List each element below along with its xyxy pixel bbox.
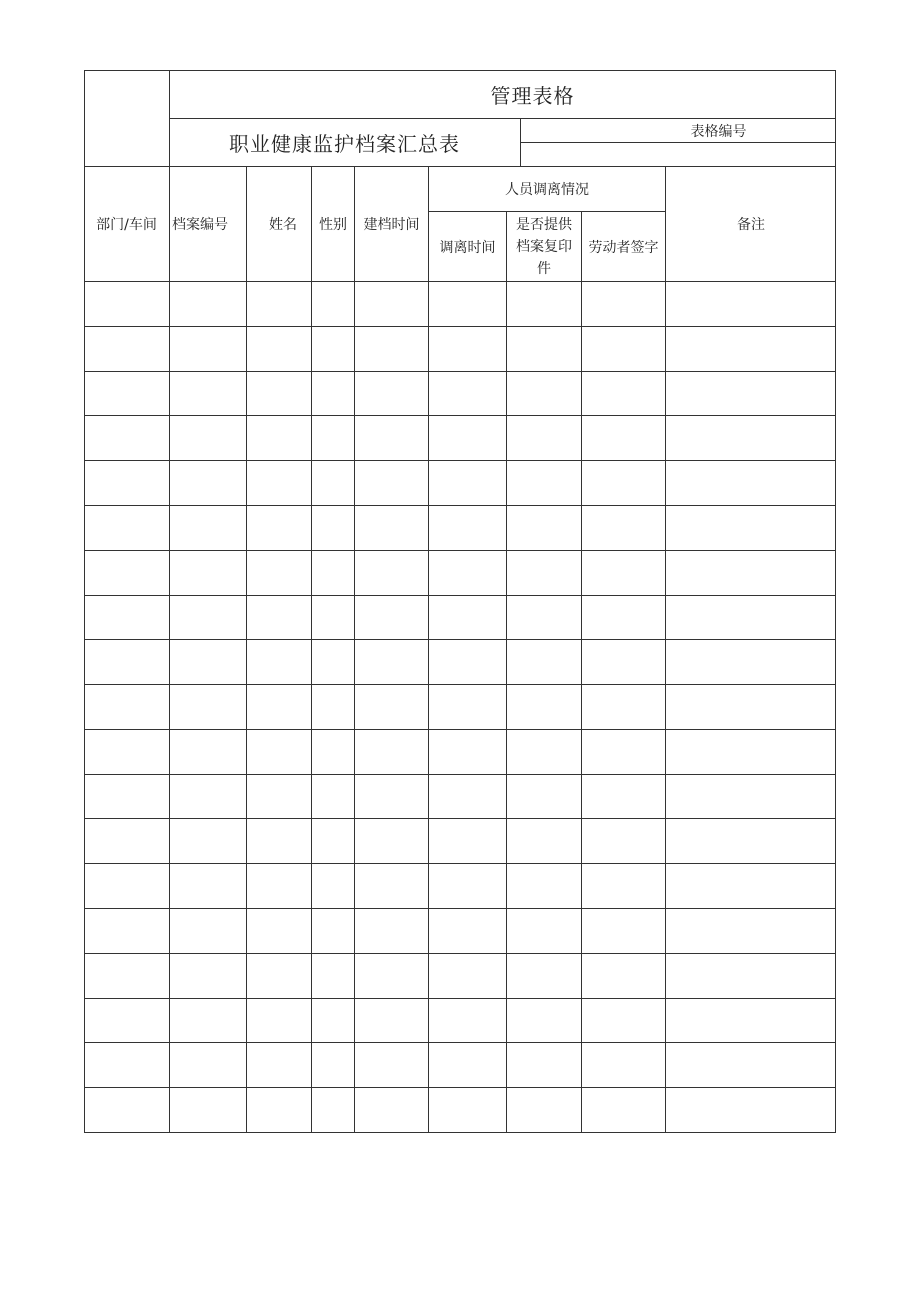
table-cell-name[interactable] bbox=[247, 416, 311, 460]
row-separator bbox=[84, 998, 836, 999]
table-cell-transfer-date[interactable] bbox=[429, 640, 506, 684]
table-cell-remarks[interactable] bbox=[666, 864, 836, 908]
table-cell-department[interactable] bbox=[85, 685, 169, 729]
table-cell-filing-date[interactable] bbox=[355, 730, 428, 774]
table-cell-name[interactable] bbox=[247, 640, 311, 684]
table-cell-department[interactable] bbox=[85, 372, 169, 416]
border-bottom bbox=[84, 1132, 836, 1133]
table-cell-gender[interactable] bbox=[312, 1043, 354, 1087]
table-cell-transfer-date[interactable] bbox=[429, 596, 506, 640]
table-cell-transfer-date[interactable] bbox=[429, 1088, 506, 1132]
table-cell-filing-date[interactable] bbox=[355, 506, 428, 550]
table-cell-gender[interactable] bbox=[312, 909, 354, 953]
table-cell-name[interactable] bbox=[247, 685, 311, 729]
col-header-file-no: 档案编号 bbox=[172, 216, 228, 233]
col-header-gender: 性别 bbox=[319, 216, 347, 233]
table-cell-filing-date[interactable] bbox=[355, 775, 428, 819]
table-cell-name[interactable] bbox=[247, 551, 311, 595]
table-cell-transfer-date[interactable] bbox=[429, 461, 506, 505]
table-cell-filing-date[interactable] bbox=[355, 954, 428, 998]
row-separator bbox=[84, 595, 836, 596]
table-cell-department[interactable] bbox=[85, 819, 169, 863]
table-cell-file-no[interactable] bbox=[170, 999, 246, 1043]
table-cell-remarks[interactable] bbox=[666, 327, 836, 371]
table-cell-transfer-date[interactable] bbox=[429, 954, 506, 998]
table-cell-remarks[interactable] bbox=[666, 1088, 836, 1132]
table-cell-copy-provided[interactable] bbox=[507, 416, 581, 460]
table-cell-filing-date[interactable] bbox=[355, 685, 428, 729]
row-separator bbox=[84, 908, 836, 909]
table-cell-worker-signature[interactable] bbox=[582, 864, 665, 908]
table-cell-remarks[interactable] bbox=[666, 999, 836, 1043]
table-cell-name[interactable] bbox=[247, 999, 311, 1043]
table-cell-gender[interactable] bbox=[312, 954, 354, 998]
table-cell-filing-date[interactable] bbox=[355, 372, 428, 416]
table-cell-remarks[interactable] bbox=[666, 909, 836, 953]
row-separator bbox=[84, 460, 836, 461]
table-cell-gender[interactable] bbox=[312, 730, 354, 774]
table-cell-remarks[interactable] bbox=[666, 506, 836, 550]
table-cell-remarks[interactable] bbox=[666, 1043, 836, 1087]
table-cell-file-no[interactable] bbox=[170, 730, 246, 774]
table-cell-department[interactable] bbox=[85, 551, 169, 595]
table-cell-department[interactable] bbox=[85, 999, 169, 1043]
row-separator bbox=[84, 415, 836, 416]
table-cell-department[interactable] bbox=[85, 596, 169, 640]
table-cell-copy-provided[interactable] bbox=[507, 1043, 581, 1087]
table-cell-transfer-date[interactable] bbox=[429, 372, 506, 416]
table-cell-department[interactable] bbox=[85, 506, 169, 550]
table-cell-filing-date[interactable] bbox=[355, 282, 428, 326]
table-cell-copy-provided[interactable] bbox=[507, 372, 581, 416]
table-cell-transfer-date[interactable] bbox=[429, 327, 506, 371]
table-cell-file-no[interactable] bbox=[170, 909, 246, 953]
table-cell-worker-signature[interactable] bbox=[582, 1043, 665, 1087]
col-header-remarks: 备注 bbox=[737, 216, 765, 233]
table-cell-transfer-date[interactable] bbox=[429, 999, 506, 1043]
table-cell-filing-date[interactable] bbox=[355, 596, 428, 640]
row-separator bbox=[84, 1042, 836, 1043]
table-cell-file-no[interactable] bbox=[170, 506, 246, 550]
table-cell-remarks[interactable] bbox=[666, 954, 836, 998]
table-cell-worker-signature[interactable] bbox=[582, 282, 665, 326]
health-record-summary-form bbox=[84, 70, 836, 1133]
table-cell-gender[interactable] bbox=[312, 372, 354, 416]
table-cell-file-no[interactable] bbox=[170, 416, 246, 460]
table-cell-file-no[interactable] bbox=[170, 685, 246, 729]
table-cell-name[interactable] bbox=[247, 506, 311, 550]
table-cell-filing-date[interactable] bbox=[355, 327, 428, 371]
table-cell-file-no[interactable] bbox=[170, 461, 246, 505]
col-header-copy-provided: 是否提供档案复印件 bbox=[516, 216, 572, 277]
row-separator bbox=[84, 818, 836, 819]
table-cell-file-no[interactable] bbox=[170, 1088, 246, 1132]
row-separator bbox=[84, 863, 836, 864]
table-cell-transfer-date[interactable] bbox=[429, 775, 506, 819]
table-cell-gender[interactable] bbox=[312, 506, 354, 550]
table-cell-department[interactable] bbox=[85, 327, 169, 371]
row-separator bbox=[84, 1087, 836, 1088]
table-cell-remarks[interactable] bbox=[666, 640, 836, 684]
table-cell-worker-signature[interactable] bbox=[582, 999, 665, 1043]
table-cell-copy-provided[interactable] bbox=[507, 461, 581, 505]
table-cell-worker-signature[interactable] bbox=[582, 506, 665, 550]
table-cell-filing-date[interactable] bbox=[355, 640, 428, 684]
table-cell-remarks[interactable] bbox=[666, 775, 836, 819]
table-cell-name[interactable] bbox=[247, 327, 311, 371]
table-cell-file-no[interactable] bbox=[170, 551, 246, 595]
table-cell-name[interactable] bbox=[247, 461, 311, 505]
table-cell-worker-signature[interactable] bbox=[582, 372, 665, 416]
table-cell-copy-provided[interactable] bbox=[507, 864, 581, 908]
table-cell-name[interactable] bbox=[247, 954, 311, 998]
table-cell-worker-signature[interactable] bbox=[582, 730, 665, 774]
category-title: 管理表格 bbox=[490, 83, 575, 108]
table-cell-file-no[interactable] bbox=[170, 954, 246, 998]
table-cell-file-no[interactable] bbox=[170, 1043, 246, 1087]
table-cell-filing-date[interactable] bbox=[355, 551, 428, 595]
table-cell-department[interactable] bbox=[85, 640, 169, 684]
table-cell-copy-provided[interactable] bbox=[507, 327, 581, 371]
table-cell-filing-date[interactable] bbox=[355, 1043, 428, 1087]
table-cell-gender[interactable] bbox=[312, 640, 354, 684]
table-cell-filing-date[interactable] bbox=[355, 864, 428, 908]
table-cell-name[interactable] bbox=[247, 1088, 311, 1132]
table-cell-worker-signature[interactable] bbox=[582, 819, 665, 863]
table-cell-remarks[interactable] bbox=[666, 819, 836, 863]
row-separator bbox=[84, 505, 836, 506]
col-header-name: 姓名 bbox=[269, 216, 297, 233]
table-cell-file-no[interactable] bbox=[170, 327, 246, 371]
table-cell-gender[interactable] bbox=[312, 596, 354, 640]
row-separator bbox=[84, 326, 836, 327]
table-cell-copy-provided[interactable] bbox=[507, 551, 581, 595]
table-cell-filing-date[interactable] bbox=[355, 999, 428, 1043]
table-cell-filing-date[interactable] bbox=[355, 909, 428, 953]
table-cell-copy-provided[interactable] bbox=[507, 819, 581, 863]
table-cell-file-no[interactable] bbox=[170, 640, 246, 684]
row-separator bbox=[84, 550, 836, 551]
table-cell-worker-signature[interactable] bbox=[582, 775, 665, 819]
table-cell-gender[interactable] bbox=[312, 864, 354, 908]
table-cell-worker-signature[interactable] bbox=[582, 954, 665, 998]
table-cell-copy-provided[interactable] bbox=[507, 596, 581, 640]
table-cell-transfer-date[interactable] bbox=[429, 819, 506, 863]
table-cell-copy-provided[interactable] bbox=[507, 685, 581, 729]
table-cell-copy-provided[interactable] bbox=[507, 506, 581, 550]
table-cell-transfer-date[interactable] bbox=[429, 416, 506, 460]
table-cell-file-no[interactable] bbox=[170, 596, 246, 640]
col-header-transfer-group: 人员调离情况 bbox=[505, 181, 589, 198]
table-cell-copy-provided[interactable] bbox=[507, 730, 581, 774]
table-cell-name[interactable] bbox=[247, 819, 311, 863]
table-cell-file-no[interactable] bbox=[170, 819, 246, 863]
table-cell-worker-signature[interactable] bbox=[582, 685, 665, 729]
table-cell-gender[interactable] bbox=[312, 685, 354, 729]
table-cell-name[interactable] bbox=[247, 775, 311, 819]
row-separator bbox=[84, 729, 836, 730]
table-cell-gender[interactable] bbox=[312, 461, 354, 505]
table-cell-gender[interactable] bbox=[312, 775, 354, 819]
table-cell-transfer-date[interactable] bbox=[429, 730, 506, 774]
table-cell-department[interactable] bbox=[85, 909, 169, 953]
table-cell-transfer-date[interactable] bbox=[429, 864, 506, 908]
form-code-field[interactable] bbox=[521, 143, 836, 166]
table-cell-copy-provided[interactable] bbox=[507, 1088, 581, 1132]
table-cell-copy-provided[interactable] bbox=[507, 909, 581, 953]
table-cell-worker-signature[interactable] bbox=[582, 461, 665, 505]
col-header-department: 部门/车间 bbox=[96, 216, 157, 233]
table-cell-remarks[interactable] bbox=[666, 416, 836, 460]
table-cell-name[interactable] bbox=[247, 596, 311, 640]
table-cell-file-no[interactable] bbox=[170, 864, 246, 908]
table-cell-department[interactable] bbox=[85, 1088, 169, 1132]
table-cell-gender[interactable] bbox=[312, 999, 354, 1043]
col-header-transfer-date: 调离时间 bbox=[439, 239, 496, 256]
table-cell-name[interactable] bbox=[247, 372, 311, 416]
table-cell-copy-provided[interactable] bbox=[507, 775, 581, 819]
table-cell-remarks[interactable] bbox=[666, 551, 836, 595]
table-cell-gender[interactable] bbox=[312, 819, 354, 863]
table-cell-gender[interactable] bbox=[312, 327, 354, 371]
table-cell-name[interactable] bbox=[247, 282, 311, 326]
table-cell-filing-date[interactable] bbox=[355, 819, 428, 863]
col-header-worker-signature: 劳动者签字 bbox=[588, 239, 659, 256]
table-cell-department[interactable] bbox=[85, 730, 169, 774]
table-cell-copy-provided[interactable] bbox=[507, 640, 581, 684]
table-cell-transfer-date[interactable] bbox=[429, 909, 506, 953]
table-cell-transfer-date[interactable] bbox=[429, 506, 506, 550]
table-cell-gender[interactable] bbox=[312, 416, 354, 460]
col-header-filing-date: 建档时间 bbox=[363, 216, 420, 233]
table-cell-file-no[interactable] bbox=[170, 372, 246, 416]
row-separator bbox=[84, 684, 836, 685]
table-cell-transfer-date[interactable] bbox=[429, 685, 506, 729]
table-cell-worker-signature[interactable] bbox=[582, 416, 665, 460]
table-cell-worker-signature[interactable] bbox=[582, 640, 665, 684]
row-separator bbox=[84, 774, 836, 775]
table-cell-copy-provided[interactable] bbox=[507, 282, 581, 326]
document-title: 职业健康监护档案汇总表 bbox=[229, 131, 460, 156]
table-cell-department[interactable] bbox=[85, 282, 169, 326]
table-cell-gender[interactable] bbox=[312, 1088, 354, 1132]
table-cell-worker-signature[interactable] bbox=[582, 909, 665, 953]
table-cell-gender[interactable] bbox=[312, 282, 354, 326]
table-cell-transfer-date[interactable] bbox=[429, 282, 506, 326]
row-separator bbox=[84, 371, 836, 372]
table-cell-copy-provided[interactable] bbox=[507, 999, 581, 1043]
table-cell-worker-signature[interactable] bbox=[582, 596, 665, 640]
table-cell-file-no[interactable] bbox=[170, 282, 246, 326]
table-cell-remarks[interactable] bbox=[666, 461, 836, 505]
table-cell-name[interactable] bbox=[247, 730, 311, 774]
table-cell-department[interactable] bbox=[85, 1043, 169, 1087]
table-cell-department[interactable] bbox=[85, 461, 169, 505]
table-cell-transfer-date[interactable] bbox=[429, 1043, 506, 1087]
table-cell-department[interactable] bbox=[85, 864, 169, 908]
table-cell-gender[interactable] bbox=[312, 551, 354, 595]
table-cell-remarks[interactable] bbox=[666, 730, 836, 774]
table-cell-worker-signature[interactable] bbox=[582, 551, 665, 595]
table-cell-worker-signature[interactable] bbox=[582, 327, 665, 371]
table-cell-department[interactable] bbox=[85, 954, 169, 998]
table-cell-remarks[interactable] bbox=[666, 282, 836, 326]
row-separator bbox=[84, 639, 836, 640]
table-cell-department[interactable] bbox=[85, 416, 169, 460]
form-code-label: 表格编号 bbox=[690, 123, 747, 140]
table-cell-copy-provided[interactable] bbox=[507, 954, 581, 998]
table-cell-name[interactable] bbox=[247, 1043, 311, 1087]
table-cell-remarks[interactable] bbox=[666, 372, 836, 416]
table-cell-file-no[interactable] bbox=[170, 775, 246, 819]
table-cell-transfer-date[interactable] bbox=[429, 551, 506, 595]
table-cell-filing-date[interactable] bbox=[355, 1088, 428, 1132]
table-cell-worker-signature[interactable] bbox=[582, 1088, 665, 1132]
table-cell-filing-date[interactable] bbox=[355, 416, 428, 460]
table-cell-filing-date[interactable] bbox=[355, 461, 428, 505]
table-cell-name[interactable] bbox=[247, 909, 311, 953]
table-cell-remarks[interactable] bbox=[666, 685, 836, 729]
table-cell-department[interactable] bbox=[85, 775, 169, 819]
row-separator bbox=[84, 953, 836, 954]
table-cell-name[interactable] bbox=[247, 864, 311, 908]
table-cell-remarks[interactable] bbox=[666, 596, 836, 640]
